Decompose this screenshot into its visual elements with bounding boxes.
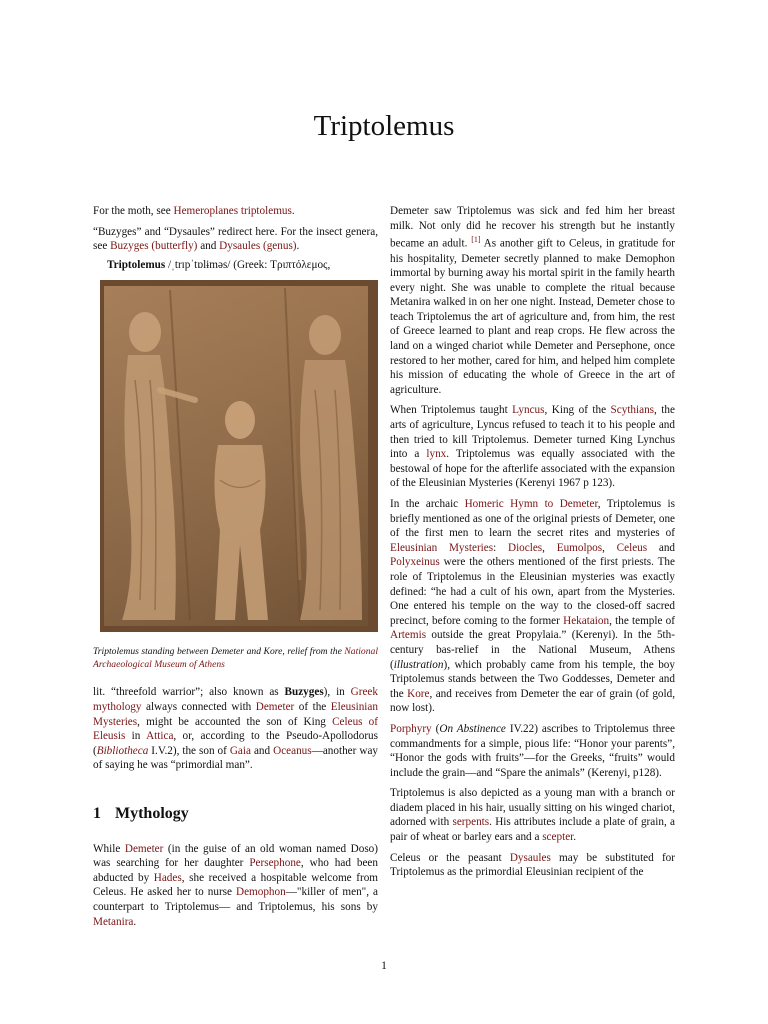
text: , the arts of agriculture, Lyncus refused to teach it to his people and then tried to kill Triptolemus. Demeter turned King Lynchus into a: [390, 404, 675, 461]
paragraph-lyncus: [390, 403, 675, 491]
link-scythians[interactable]: Scythians: [610, 404, 655, 417]
link-bibliotheca[interactable]: Bibliotheca: [96, 744, 149, 757]
text: —another way of saying he was “primordial man”.: [93, 744, 378, 772]
text: As another gift to Celeus, in gratitude for his hospitality, Demeter secretly planned to make Demophon immortal by burning away his mortal spirit in the family hearth every night. She was unable to complete the ritual because Metanira walked in on her one night. Instead, Demeter chose to teach Triptolemus the art of agriculture and, from him, the rest of Greece learned to plant and reap crops. He flew across the land on a winged chariot while Demeter and Persephone, once restored to her mother, cared for him, and helped him complete his mission of educating the whole of Greece in the art of agriculture.: [390, 237, 675, 396]
intro-continued: [93, 685, 378, 773]
section-title: Mythology: [115, 804, 189, 822]
link-lyncus[interactable]: Lyncus: [512, 404, 545, 417]
text: lit. “threefold warrior”; also known as: [93, 686, 285, 699]
text: outside the great Propylaia.” (Kerenyi). In the 5th-century bas-relief in the National Museum, Athens (: [390, 629, 675, 671]
paragraph-breast-milk: [390, 204, 675, 397]
alias: Buzyges: [284, 686, 324, 699]
link-celeus-2[interactable]: Celeus: [616, 541, 648, 554]
link-demeter-2[interactable]: Demeter: [124, 842, 164, 855]
text: Triptolemus is also depicted as a young man with a branch or diadem placed in his hair, usually sitting on his winged chariot, adorned with: [390, 787, 675, 829]
link-greek-mythology[interactable]: Greek mythology: [93, 686, 378, 713]
link-oceanus[interactable]: Oceanus: [273, 744, 312, 757]
link-metanira[interactable]: Metanira: [93, 915, 134, 928]
hatnote-text: For the moth, see: [93, 205, 174, 217]
intro-lead: [93, 258, 378, 273]
text: ,: [542, 541, 557, 554]
text: I.V.2), the son of: [148, 744, 230, 757]
text: While: [93, 842, 125, 855]
text: ), in: [323, 686, 351, 699]
link-national-museum[interactable]: National Archaeological Museum of Athens: [93, 646, 378, 670]
link-eleusinian-mysteries[interactable]: Eleusinian Mysteries: [93, 700, 378, 728]
paragraph-depiction: [390, 786, 675, 844]
hatnote-text: .: [296, 240, 300, 253]
link-buzyges-butterfly[interactable]: Buzyges (butterfly): [110, 240, 198, 253]
link-gaia[interactable]: Gaia: [229, 744, 251, 757]
text: , King of the: [544, 404, 611, 417]
text: in: [125, 730, 147, 743]
link-eleusinian-mysteries-2[interactable]: Eleusinian Mysteries: [390, 541, 494, 554]
text: Celeus or the peasant: [390, 851, 510, 864]
link-diocles[interactable]: Diocles: [507, 541, 543, 554]
text: :: [493, 541, 508, 554]
link-hekataion[interactable]: Hekataion: [563, 614, 610, 627]
paragraph-homeric-hymn: [390, 497, 675, 716]
link-dysaules[interactable]: Dysaules: [509, 851, 551, 864]
text: and: [250, 744, 274, 757]
text: (: [431, 722, 440, 735]
right-column: [390, 204, 675, 886]
link-attica[interactable]: Attica: [146, 730, 174, 743]
text: , who had been abducted by: [93, 857, 378, 884]
section-heading-mythology: [93, 804, 378, 822]
hatnote-text: .: [291, 205, 295, 217]
text: , Triptolemus is briefly mentioned as one of the original priests of Demeter, one of the first men to learn the secret rites and mysteries of: [390, 498, 676, 540]
text-italic: illustration: [393, 658, 444, 671]
link-porphyry[interactable]: Porphyry: [390, 722, 432, 735]
mythology-paragraph: [93, 842, 378, 930]
text: ), which probably came from his temple, the boy Triptolemus stands between the Two Goddesses, Demeter and the: [390, 658, 675, 700]
link-dysaules-genus[interactable]: Dysaules (genus): [219, 240, 297, 253]
link-celeus[interactable]: Celeus of Eleusis: [93, 715, 378, 743]
text: ,: [602, 541, 617, 554]
text: Demeter saw Triptolemus was sick and fed him her breast milk. Not only did he recover his strength but he instantly became an adult.: [390, 205, 675, 250]
text: , or, according to the Pseudo-Apollodorus (: [93, 730, 378, 757]
text: . His attributes include a plate of grain, a pair of wheat or barley ears and a: [390, 816, 675, 844]
article-subject: Triptolemus: [107, 258, 166, 271]
text: , the temple of: [609, 614, 675, 627]
hatnote-moth: [93, 204, 378, 219]
relief-image[interactable]: [100, 280, 378, 632]
text: were the others mentioned of the first priests. The role of Triptolemus in the Eleusinian mysteries was exactly defined: “he had a cult of his own, apart from the Mysteries. One entered his temple on the way to the closed-off sacred precinct, before coming to the former: [390, 556, 675, 627]
link-homeric-hymn[interactable]: Homeric Hymn to Demeter: [464, 498, 598, 511]
link-persephone[interactable]: Persephone: [249, 857, 301, 870]
link-lynx[interactable]: lynx: [426, 448, 447, 461]
text: . Triptolemus was equally associated with the bestowal of hope for the afterlife associated with the expansion of the Eleusinian Mysteries (Kerenyi 1967 p 123).: [390, 448, 675, 490]
hatnote-redirect: [93, 225, 378, 254]
link-kore[interactable]: Kore: [407, 687, 430, 700]
relief-illustration: [100, 280, 378, 632]
text: and: [647, 541, 676, 554]
text: , she received a hospitable welcome from Celeus. He asked her to nurse: [93, 871, 378, 899]
text: of the: [294, 700, 331, 713]
link-artemis[interactable]: Artemis: [390, 629, 427, 642]
text-italic: On Abstinence: [439, 722, 506, 735]
text: When Triptolemus taught: [390, 404, 513, 417]
citation-1[interactable]: [1]: [471, 235, 481, 245]
page-title: Triptolemus: [313, 110, 455, 142]
text: —"killer of men", a counterpart to Triptolemus— and Triptolemus, his sons by: [93, 886, 378, 913]
hatnote-text: “Buzyges” and “Dysaules” redirect here. For the insect genera, see: [93, 225, 378, 253]
link-hemeroplanes[interactable]: Hemeroplanes triptolemus: [173, 205, 292, 217]
text: .: [133, 915, 137, 928]
text: IV.22) ascribes to Triptolemus three commandments for a simple, pious life: “Honor your parents”, “Honor the gods with fruits”—for the Greeks, “fruits” would include the grain—and “Spare the animals” (Kerenyi, p128).: [390, 722, 675, 779]
link-hades[interactable]: Hades: [153, 871, 182, 884]
text: may be substituted for Triptolemus as the primordial Eleusinian recipient of the: [390, 851, 675, 879]
link-serpents[interactable]: serpents: [452, 816, 490, 829]
text: always connected with: [141, 700, 256, 713]
section-number: 1: [93, 804, 101, 822]
page-number: 1: [381, 960, 387, 972]
link-demophon[interactable]: Demophon: [236, 886, 286, 899]
link-demeter[interactable]: Demeter: [255, 700, 295, 713]
text: .: [573, 831, 577, 844]
left-column: [93, 204, 378, 935]
text: (in the guise of an old woman named Doso) was searching for her daughter: [93, 842, 378, 870]
hatnote-text: and: [197, 240, 220, 253]
figure-caption: [93, 646, 378, 671]
paragraph-porphyry: [390, 722, 675, 780]
link-eumolpos[interactable]: Eumolpos: [556, 541, 603, 554]
paragraph-dysaules: [390, 851, 675, 880]
caption-text: Triptolemus standing between Demeter and Kore, relief from the: [93, 646, 345, 658]
pronunciation: /ˌtrɪpˈtɒlɨməs/ (Greek: Τριπτόλεμος,: [165, 258, 331, 271]
link-polyxeinus[interactable]: Polyxeinus: [390, 556, 440, 569]
text: , might be accounted the son of King: [137, 715, 333, 728]
link-scepter[interactable]: scepter: [542, 831, 574, 844]
text: In the archaic: [390, 498, 465, 511]
text: , and receives from Demeter the ear of grain (of gold, now lost).: [390, 687, 676, 715]
